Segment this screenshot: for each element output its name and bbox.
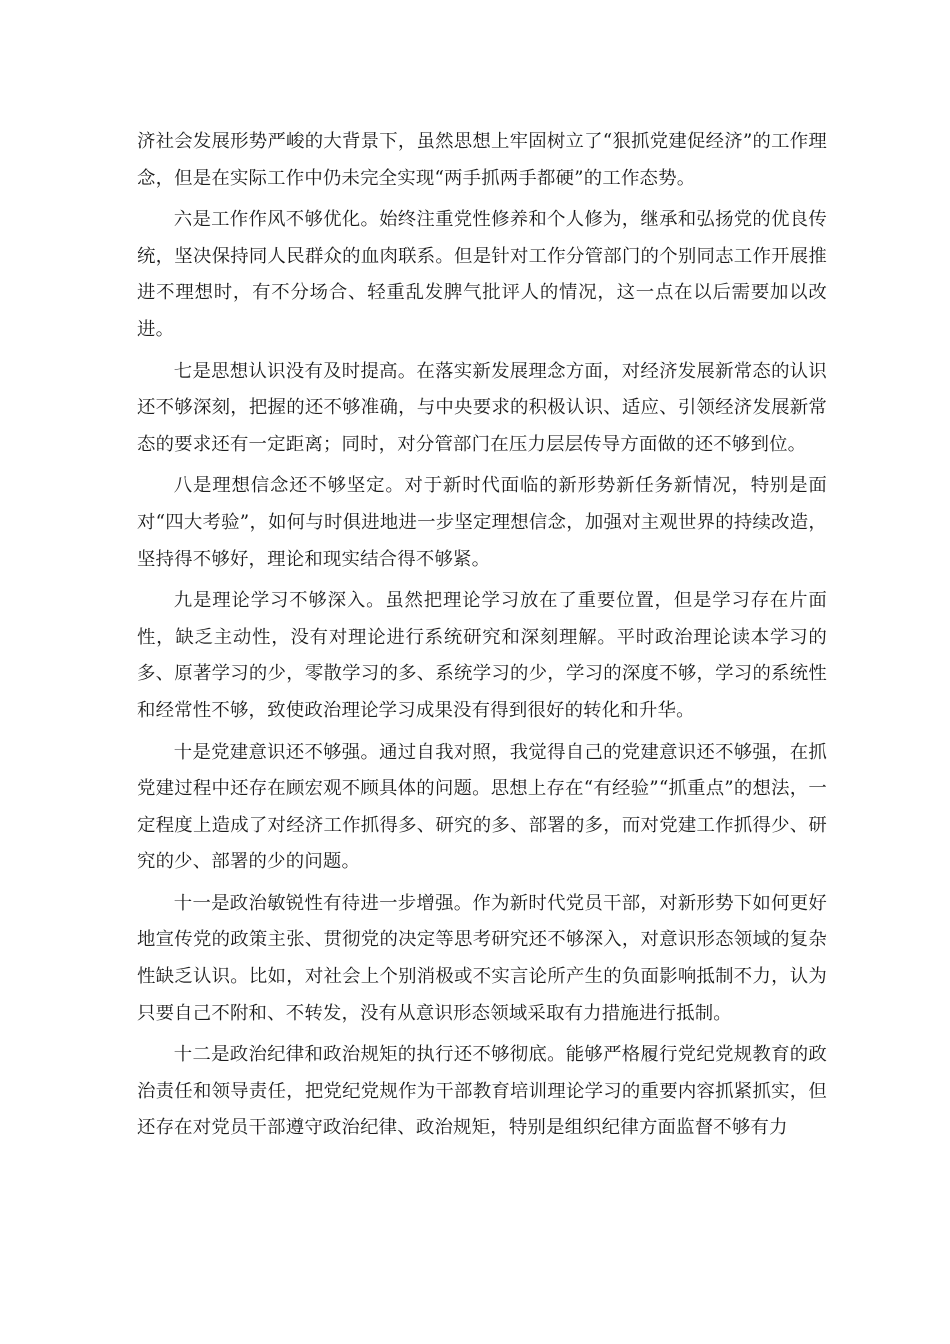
paragraph-continuation: 济社会发展形势严峻的大背景下，虽然思想上牢固树立了“狠抓党建促经济”的工作理念，但是在实际工作中仍未完全实现“两手抓两手都硬”的工作态势。 <box>137 131 827 189</box>
paragraph-item-12: 十二是政治纪律和政治规矩的执行还不够彻底。能够严格履行党纪党规教育的政治责任和领导责任，把党纪党规作为干部教育培训理论学习的重要内容抓紧抓实，但还存在对党员干部遵守政治纪律、政治规矩，特别是组织纪律方面监督不够有力 <box>137 1044 827 1139</box>
paragraph-item-9: 九是理论学习不够深入。虽然把理论学习放在了重要位置，但是学习存在片面性，缺乏主动性，没有对理论进行系统研究和深刻理解。平时政治理论读本学习的多、原著学习的少，零散学习的多、系统学习的少，学习的深度不够，学习的系统性和经常性不够，致使政治理论学习成果没有得到很好的转化和升华。 <box>137 590 827 721</box>
paragraph-item-6: 六是工作作风不够优化。始终注重党性修养和个人修为，继承和弘扬党的优良传统，坚决保持同人民群众的血肉联系。但是针对工作分管部门的个别同志工作开展推进不理想时，有不分场合、轻重乱发脾气批评人的情况，这一点在以后需要加以改进。 <box>137 209 827 340</box>
document-body <box>137 124 827 1152</box>
paragraph-item-7: 七是思想认识没有及时提高。在落实新发展理念方面，对经济发展新常态的认识还不够深刻，把握的还不够准确，与中央要求的积极认识、适应、引领经济发展新常态的要求还有一定距离；同时，对分管部门在压力层层传导方面做的还不够到位。 <box>137 360 827 455</box>
paragraph-item-10: 十是党建意识还不够强。通过自我对照，我觉得自己的党建意识还不够强，在抓党建过程中还存在顾宏观不顾具体的问题。思想上存在“有经验”“抓重点”的想法，一定程度上造成了对经济工作抓得多、研究的多、部署的多，而对党建工作抓得少、研究的少、部署的少的问题。 <box>137 741 827 873</box>
paragraph-item-11: 十一是政治敏锐性有待进一步增强。作为新时代党员干部，对新形势下如何更好地宣传党的政策主张、贯彻党的决定等思考研究还不够深入，对意识形态领域的复杂性缺乏认识。比如，对社会上个别消极或不实言论所产生的负面影响抵制不力，认为只要自己不附和、不转发，没有从意识形态领域采取有力措施进行抵制。 <box>137 892 827 1024</box>
paragraph-item-8: 八是理想信念还不够坚定。对于新时代面临的新形势新任务新情况，特别是面对“四大考验”，如何与时俱进地进一步坚定理想信念，加强对主观世界的持续改造，坚持得不够好，理论和现实结合得不够紧。 <box>137 475 827 570</box>
